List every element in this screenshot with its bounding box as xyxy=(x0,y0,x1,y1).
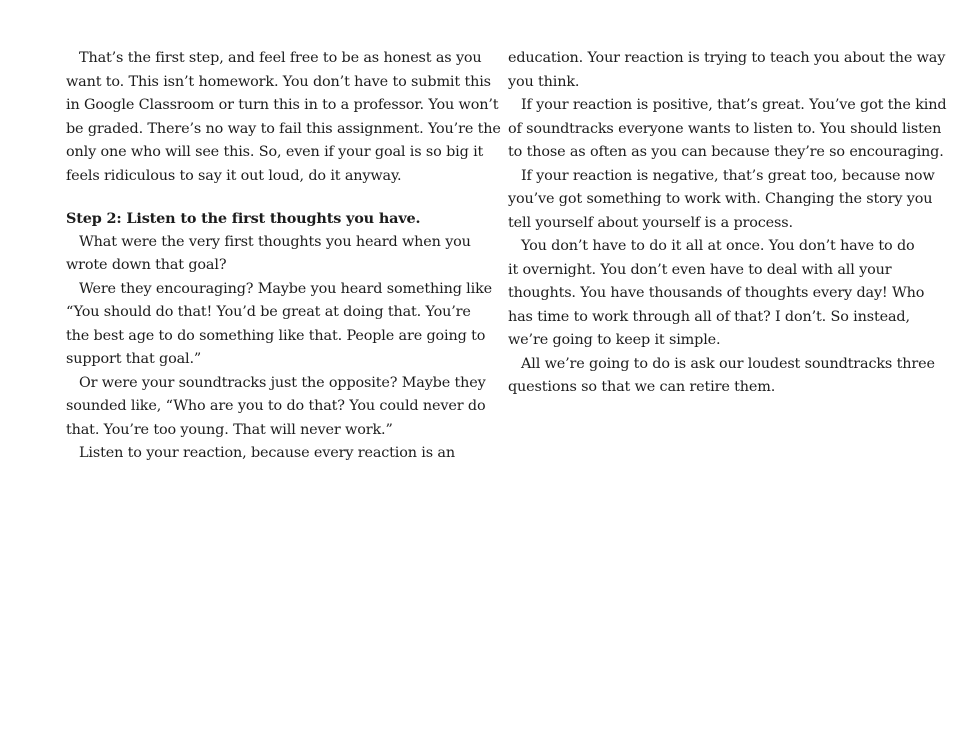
text-line: education. Your reaction is trying to teach you about the way xyxy=(508,50,946,66)
text-line: of soundtracks everyone wants to listen to. You should listen xyxy=(508,120,942,137)
text-line: What were the very first thoughts you heard when you xyxy=(79,233,471,250)
paragraph xyxy=(66,47,501,188)
text-line: sounded like, “Who are you to do that? You could never do xyxy=(66,398,486,414)
paragraph xyxy=(508,47,946,94)
text-line: you’ve got something to work with. Changing the story you xyxy=(508,191,933,207)
text-line: we’re going to keep it simple. xyxy=(508,332,721,348)
text-line: be graded. There’s no way to fail this assignment. You’re the xyxy=(66,120,501,137)
section-heading: Step 2: Listen to the first thoughts you have. xyxy=(66,210,421,227)
text-line: you think. xyxy=(508,73,580,90)
text-line: only one who will see this. So, even if your goal is so big it xyxy=(66,144,484,160)
text-line: tell yourself about yourself is a process. xyxy=(508,214,793,231)
text-line: Or were your soundtracks just the opposite? Maybe they xyxy=(79,374,486,391)
text-line: If your reaction is positive, that’s great. You’ve got the kind xyxy=(521,97,947,113)
paragraph xyxy=(66,231,476,278)
paragraph xyxy=(66,372,486,443)
text-line: want to. This isn’t homework. You don’t have to submit this xyxy=(66,73,491,90)
paragraph xyxy=(66,442,476,466)
paragraph xyxy=(508,165,935,236)
text-line: Were they encouraging? Maybe you heard something like xyxy=(79,280,493,297)
text-line: If your reaction is negative, that’s great too, because now xyxy=(521,167,935,184)
left-page-text xyxy=(66,47,501,466)
text-line: Listen to your reaction, because every reaction is an xyxy=(79,445,455,461)
paragraph xyxy=(508,235,925,353)
paragraph xyxy=(66,278,493,372)
text-line: “You should do that! You’d be great at doing that. You’re xyxy=(66,304,471,320)
text-line: to those as often as you can because they’re so encouraging. xyxy=(508,144,944,160)
text-line: All we’re going to do is ask our loudest soundtracks three xyxy=(521,355,935,372)
text-line: You don’t have to do it all at once. You don’t have to do xyxy=(521,238,915,254)
text-line: has time to work through all of that? I don’t. So instead, xyxy=(508,308,910,325)
text-line: That’s the first step, and feel free to be as honest as you xyxy=(79,50,482,66)
paragraph xyxy=(508,353,935,400)
text-line: it overnight. You don’t even have to deal with all your xyxy=(508,261,892,278)
paragraph xyxy=(508,94,947,165)
text-line: in Google Classroom or turn this in to a professor. You won’t xyxy=(66,97,499,113)
text-line: thoughts. You have thousands of thoughts every day! Who xyxy=(508,285,925,301)
text-line: support that goal.” xyxy=(66,351,202,367)
text-line: questions so that we can retire them. xyxy=(508,379,776,395)
text-line: that. You’re too young. That will never work.” xyxy=(66,421,393,438)
right-page-text xyxy=(508,47,947,400)
text-line: wrote down that goal? xyxy=(66,257,227,273)
text-line: the best age to do something like that. People are going to xyxy=(66,327,486,344)
text-line: feels ridiculous to say it out loud, do it anyway. xyxy=(66,167,402,184)
paragraph-spacer xyxy=(66,188,476,207)
